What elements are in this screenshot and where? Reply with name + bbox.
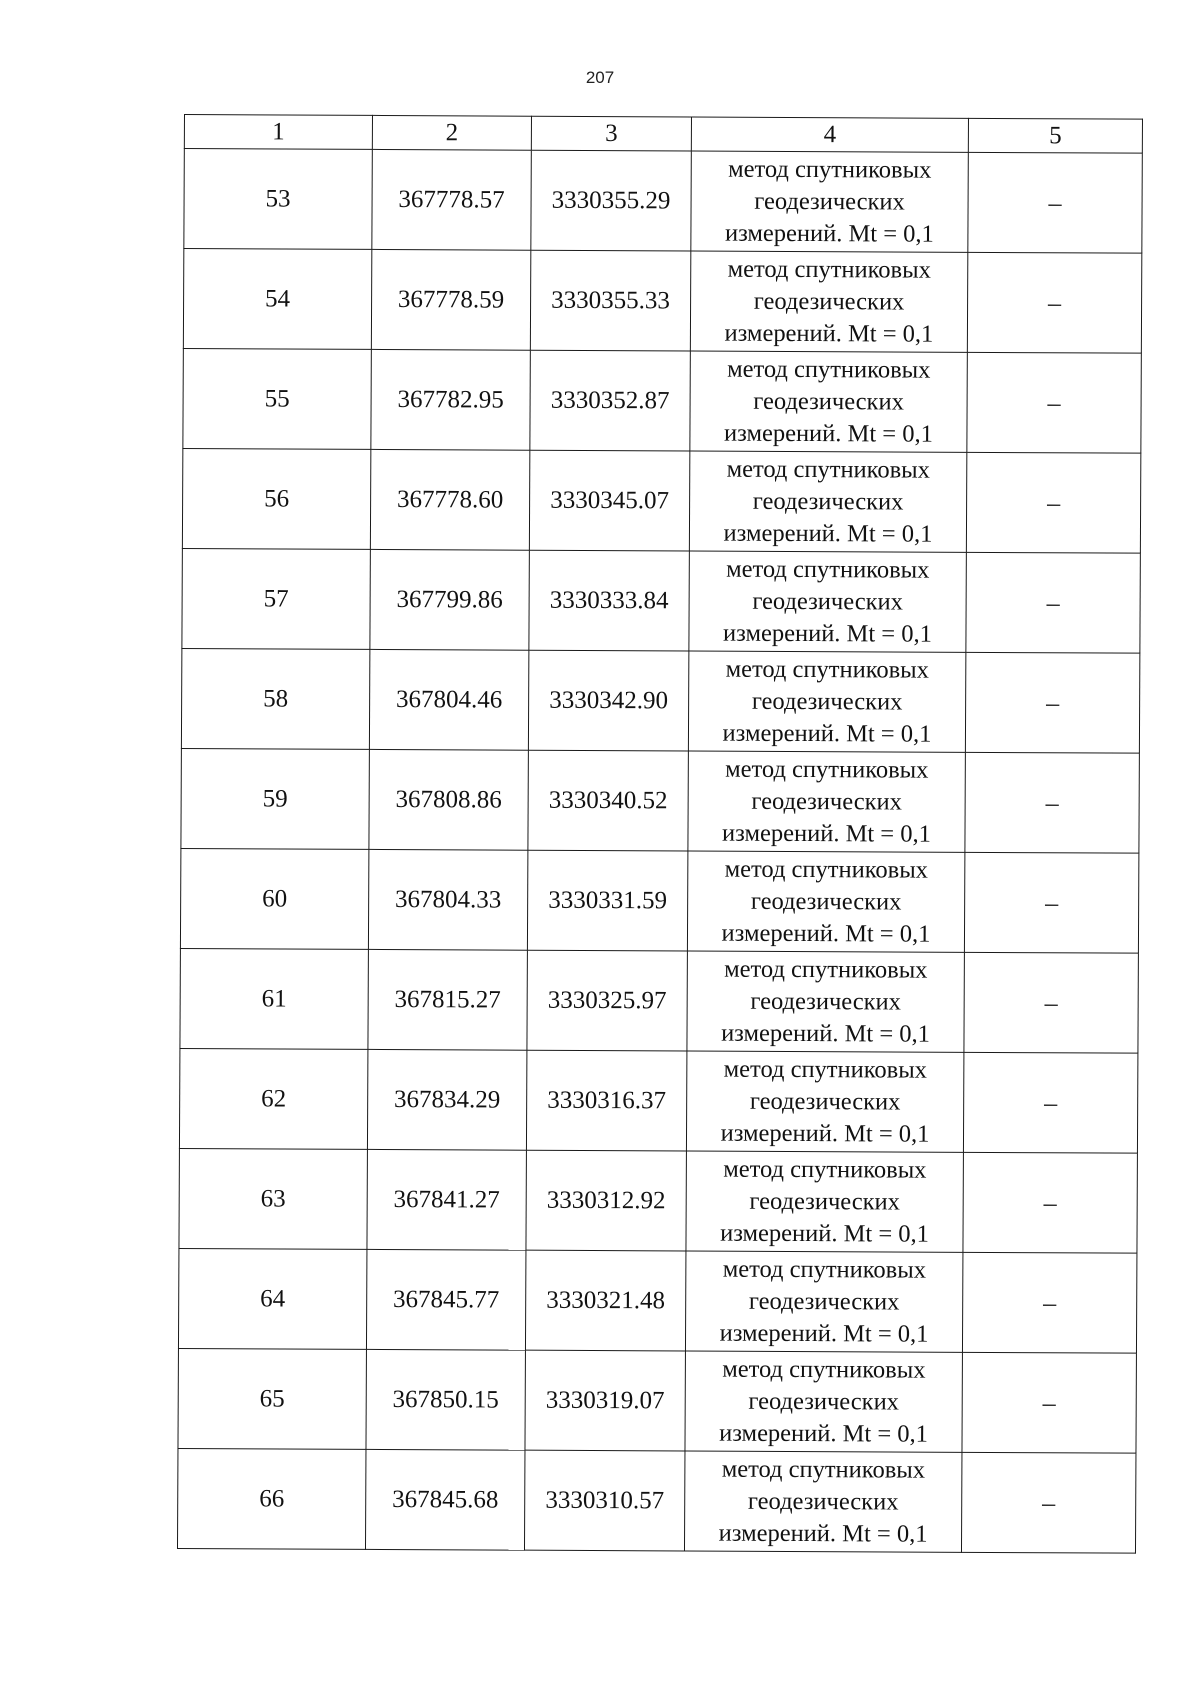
x-coordinate-cell: 367841.27 bbox=[367, 1149, 526, 1250]
table-row bbox=[180, 948, 1138, 1053]
method-cell bbox=[690, 251, 967, 352]
note-cell: – bbox=[966, 452, 1140, 553]
y-coordinate-cell: 3330355.29 bbox=[531, 150, 691, 251]
method-line: измерений. Mt = 0,1 bbox=[724, 319, 934, 348]
method-line: метод спутниковых bbox=[727, 355, 931, 384]
note-cell: – bbox=[962, 1252, 1136, 1353]
column-header: 5 bbox=[968, 118, 1142, 153]
method-cell bbox=[685, 1351, 962, 1452]
method-line: метод спутниковых bbox=[721, 1455, 926, 1484]
point-number-cell: 61 bbox=[180, 948, 368, 1049]
method-line: геодезических bbox=[749, 1087, 901, 1116]
table-body bbox=[177, 149, 1142, 1554]
method-line: метод спутниковых bbox=[724, 855, 929, 884]
point-number-cell: 60 bbox=[180, 848, 368, 949]
method-line: измерений. Mt = 0,1 bbox=[720, 1219, 930, 1248]
x-coordinate-cell: 367834.29 bbox=[367, 1049, 526, 1150]
x-coordinate-cell: 367804.46 bbox=[369, 649, 528, 750]
point-number-cell: 59 bbox=[181, 748, 369, 849]
table-row bbox=[183, 249, 1141, 354]
table-row bbox=[178, 1348, 1136, 1453]
method-line: геодезических bbox=[750, 887, 902, 916]
table-header-row bbox=[184, 115, 1142, 154]
y-coordinate-cell: 3330325.97 bbox=[527, 950, 687, 1051]
method-cell bbox=[688, 751, 965, 852]
method-line: геодезических bbox=[751, 787, 902, 816]
method-line: геодезических bbox=[751, 687, 903, 716]
page-number: 207 bbox=[585, 68, 615, 87]
note-cell: – bbox=[962, 1352, 1136, 1453]
method-line: метод спутниковых bbox=[725, 655, 929, 684]
table-row bbox=[179, 1148, 1137, 1253]
note-cell: – bbox=[968, 152, 1142, 253]
method-line: геодезических bbox=[752, 587, 903, 616]
method-cell bbox=[690, 351, 967, 452]
method-cell bbox=[689, 551, 966, 652]
method-line: измерений. Mt = 0,1 bbox=[723, 419, 933, 448]
note-cell: – bbox=[964, 852, 1138, 953]
point-number-cell: 57 bbox=[182, 548, 370, 649]
note-cell: – bbox=[965, 752, 1139, 853]
method-cell bbox=[687, 951, 964, 1052]
method-line: метод спутниковых bbox=[722, 1355, 926, 1384]
y-coordinate-cell: 3330352.87 bbox=[530, 350, 690, 451]
y-coordinate-cell: 3330340.52 bbox=[528, 750, 688, 851]
method-cell bbox=[686, 1151, 963, 1252]
point-number-cell: 63 bbox=[179, 1148, 367, 1249]
method-line: геодезических bbox=[753, 287, 905, 316]
y-coordinate-cell: 3330342.90 bbox=[528, 650, 688, 751]
method-line: измерений. Mt = 0,1 bbox=[724, 219, 934, 248]
method-line: метод спутниковых bbox=[724, 955, 928, 984]
note-cell: – bbox=[963, 1152, 1137, 1253]
table-row bbox=[178, 1248, 1136, 1353]
table-row bbox=[179, 1048, 1137, 1153]
method-cell bbox=[691, 151, 968, 252]
method-line: измерений. Mt = 0,1 bbox=[720, 1119, 930, 1148]
point-number-cell: 65 bbox=[178, 1348, 366, 1449]
y-coordinate-cell: 3330345.07 bbox=[529, 450, 689, 551]
point-number-cell: 58 bbox=[181, 648, 369, 749]
point-number-cell: 66 bbox=[177, 1448, 365, 1549]
method-line: метод спутниковых bbox=[726, 455, 930, 484]
y-coordinate-cell: 3330319.07 bbox=[525, 1350, 685, 1451]
note-cell: – bbox=[965, 652, 1139, 753]
method-line: метод спутниковых bbox=[723, 1055, 928, 1084]
x-coordinate-cell: 367782.95 bbox=[371, 349, 530, 450]
table-row bbox=[181, 648, 1139, 753]
x-coordinate-cell: 367804.33 bbox=[368, 849, 527, 950]
method-cell bbox=[687, 851, 964, 952]
column-header: 3 bbox=[531, 116, 691, 151]
x-coordinate-cell: 367845.68 bbox=[365, 1449, 524, 1550]
point-number-cell: 64 bbox=[178, 1248, 366, 1349]
x-coordinate-cell: 367845.77 bbox=[366, 1249, 525, 1350]
y-coordinate-cell: 3330316.37 bbox=[526, 1050, 686, 1151]
method-line: метод спутниковых bbox=[728, 155, 932, 184]
column-header: 2 bbox=[372, 115, 531, 150]
method-line: метод спутниковых bbox=[722, 1255, 927, 1284]
x-coordinate-cell: 367778.60 bbox=[370, 449, 529, 550]
x-coordinate-cell: 367799.86 bbox=[370, 549, 529, 650]
note-cell: – bbox=[966, 552, 1140, 653]
method-line: измерений. Mt = 0,1 bbox=[719, 1319, 929, 1348]
method-line: геодезических bbox=[748, 1387, 900, 1416]
note-cell: – bbox=[964, 952, 1138, 1053]
y-coordinate-cell: 3330355.33 bbox=[530, 250, 690, 351]
table-row bbox=[177, 1448, 1135, 1553]
x-coordinate-cell: 367778.59 bbox=[371, 249, 530, 350]
method-line: геодезических bbox=[753, 387, 904, 416]
note-cell: – bbox=[967, 252, 1141, 353]
method-line: измерений. Mt = 0,1 bbox=[719, 1419, 929, 1448]
point-number-cell: 54 bbox=[183, 249, 371, 350]
y-coordinate-cell: 3330321.48 bbox=[525, 1250, 685, 1351]
coordinates-table bbox=[177, 114, 1143, 1554]
method-line: измерений. Mt = 0,1 bbox=[722, 819, 931, 848]
table-row bbox=[184, 149, 1142, 254]
table-row bbox=[180, 848, 1138, 953]
method-line: измерений. Mt = 0,1 bbox=[718, 1519, 928, 1548]
note-cell: – bbox=[963, 1052, 1137, 1153]
point-number-cell: 55 bbox=[183, 348, 371, 449]
method-line: геодезических bbox=[754, 187, 905, 216]
table-row bbox=[182, 448, 1140, 553]
method-line: геодезических bbox=[749, 1187, 901, 1216]
note-cell: – bbox=[967, 352, 1141, 453]
y-coordinate-cell: 3330333.84 bbox=[529, 550, 689, 651]
method-cell bbox=[686, 1051, 963, 1152]
method-line: измерений. Mt = 0,1 bbox=[723, 519, 933, 548]
method-line: измерений. Mt = 0,1 bbox=[722, 719, 932, 748]
method-line: геодезических bbox=[750, 987, 902, 1016]
method-line: геодезических bbox=[748, 1287, 900, 1316]
x-coordinate-cell: 367778.57 bbox=[372, 149, 531, 250]
y-coordinate-cell: 3330331.59 bbox=[527, 850, 687, 951]
y-coordinate-cell: 3330312.92 bbox=[526, 1150, 686, 1251]
table-row bbox=[182, 548, 1140, 653]
method-line: метод спутниковых bbox=[723, 1155, 927, 1184]
method-cell bbox=[688, 651, 965, 752]
point-number-cell: 53 bbox=[184, 149, 372, 250]
method-cell bbox=[689, 451, 966, 552]
table-row bbox=[183, 348, 1141, 453]
method-line: измерений. Mt = 0,1 bbox=[721, 919, 931, 948]
x-coordinate-cell: 367808.86 bbox=[369, 749, 528, 850]
x-coordinate-cell: 367850.15 bbox=[366, 1349, 525, 1450]
note-cell: – bbox=[961, 1452, 1135, 1553]
method-line: измерений. Mt = 0,1 bbox=[722, 619, 932, 648]
method-line: геодезических bbox=[747, 1487, 899, 1516]
point-number-cell: 56 bbox=[182, 448, 370, 549]
method-line: геодезических bbox=[752, 487, 904, 516]
method-line: метод спутниковых bbox=[726, 555, 930, 584]
table-row bbox=[181, 748, 1139, 853]
method-line: метод спутниковых bbox=[725, 755, 929, 784]
method-cell bbox=[684, 1451, 961, 1552]
y-coordinate-cell: 3330310.57 bbox=[524, 1450, 684, 1551]
x-coordinate-cell: 367815.27 bbox=[368, 949, 527, 1050]
column-header: 1 bbox=[184, 115, 372, 150]
method-line: метод спутниковых bbox=[727, 255, 931, 284]
method-cell bbox=[685, 1251, 962, 1352]
column-header: 4 bbox=[691, 117, 968, 152]
method-line: измерений. Mt = 0,1 bbox=[721, 1019, 930, 1048]
point-number-cell: 62 bbox=[179, 1048, 367, 1149]
